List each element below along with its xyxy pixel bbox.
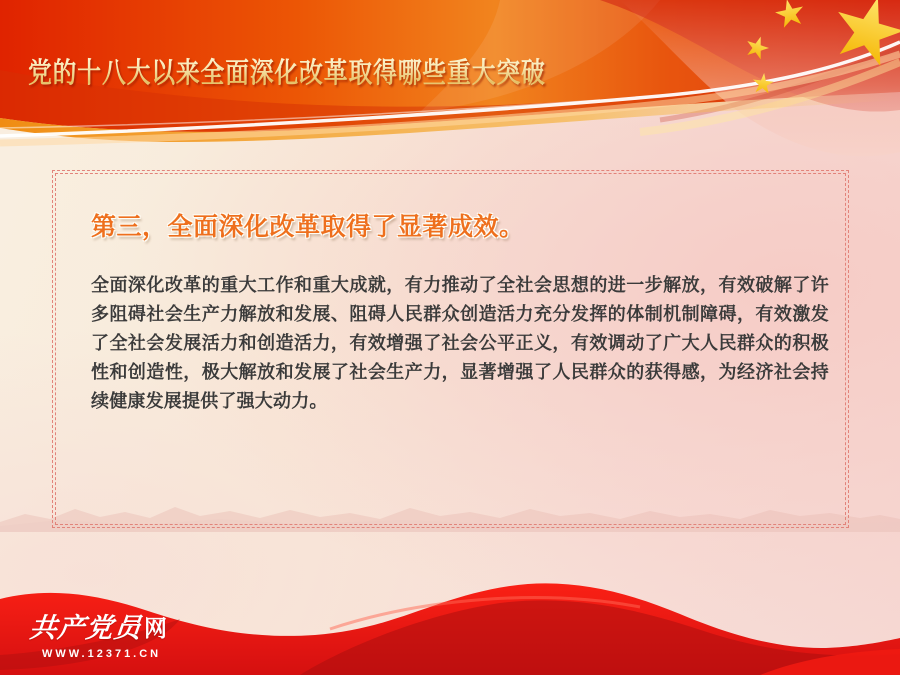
card-heading: 第三，全面深化改革取得了显著成效。 (91, 213, 525, 241)
content-card-inner (55, 173, 846, 525)
content-card (52, 170, 849, 528)
footer-logo (30, 606, 167, 660)
logo-suffix-text: 网 (144, 615, 167, 641)
footer-logo-wordmark (30, 606, 167, 645)
banner-title: 党的十八大以来全面深化改革取得哪些重大突破 (28, 51, 546, 91)
logo-url-text: WWW.12371.CN (42, 648, 162, 660)
card-body-text: 全面深化改革的重大工作和重大成就，有力推动了全社会思想的进一步解放，有效破解了许多阻碍社会生产力解放和发展、阻碍人民群众创造活力充分发挥的体制机制障碍，有效激发了全社会发展活力和创造活力，有效增强了社会公平正义，有效调动了广大人民群众的积极性和创造性，极大解放和发展了社会生产力，显著增强了人民群众的获得感，为经济社会持续健康发展提供了强大动力。 (91, 275, 829, 411)
logo-calligraphy-text: 共产党员 (28, 613, 144, 644)
